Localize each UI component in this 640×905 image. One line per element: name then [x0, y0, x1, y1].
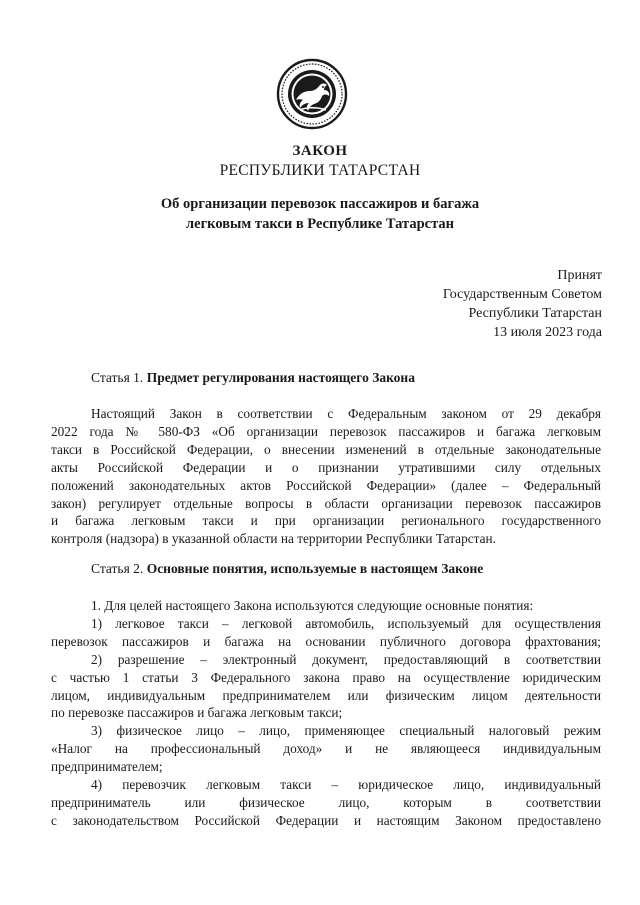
text-line: такси в Российской Федерации, о внесении изменений в отдельные законодательные	[51, 441, 601, 457]
text-line: и багажа легковым такси и при организации регионального государственного	[51, 513, 601, 529]
law-name	[0, 194, 640, 234]
adoption-line: Государственным Советом	[442, 287, 602, 302]
text-line: предпринимателем;	[51, 759, 163, 775]
text-line: акты Российской Федерации и о признании утратившими силу отдельных	[51, 459, 601, 475]
article-1-heading	[91, 370, 415, 386]
text-line: 2022 года № 580-ФЗ «Об организации перевозок пассажиров и багажа легковым	[51, 423, 601, 439]
document-subtitle: РЕСПУБЛИКИ ТАТАРСТАН	[219, 162, 421, 179]
law-name-line: легковым такси в Республике Татарстан	[186, 216, 454, 232]
text-line: перевозок пассажиров и багажа на основании публичного договора фрахтования;	[51, 633, 601, 649]
law-name-line: Об организации перевозок пассажиров и багажа	[160, 196, 480, 212]
article-1-prefix: Статья 1.	[91, 370, 144, 385]
article-2-heading	[91, 561, 483, 577]
article-1-title: Предмет регулирования настоящего Закона	[146, 370, 415, 385]
article-2-intro: 1. Для целей настоящего Закона используются следующие основные понятия:	[91, 598, 534, 613]
text-line: «Налог на профессиональный доход» и не являющееся индивидуальным	[51, 741, 601, 757]
text-line: по перевозке пассажиров и багажа легковым такси;	[51, 705, 343, 721]
article-2-prefix: Статья 2.	[91, 561, 144, 576]
text-line: контроля (надзора) в указанной области на территории Республики Татарстан.	[51, 531, 496, 547]
text-line: предприниматель или физическое лицо, которым в соответствии	[51, 794, 601, 810]
document-title: ЗАКОН	[292, 143, 348, 159]
definition-item-1: 1) легковое такси – легковой автомобиль, используемый для осуществления	[91, 615, 601, 631]
adoption-line: Принят	[557, 268, 602, 283]
definition-item-2: 2) разрешение – электронный документ, предоставляющий в соответствии	[91, 651, 601, 667]
article-2-body	[51, 597, 601, 830]
article-2-title: Основные понятия, используемые в настоящем Законе	[146, 561, 484, 576]
text-line: Настоящий Закон в соответствии с Федеральным законом от 29 декабря	[91, 406, 601, 421]
adoption-block	[443, 266, 602, 342]
article-1-paragraph	[51, 405, 601, 548]
text-line: с законодательством Российской Федерации и настоящим Законом предоставлено	[51, 812, 601, 828]
text-line: закон) регулирует отдельные вопросы в области организации перевозок пассажиров	[51, 495, 601, 511]
text-line: положений законодательных актов Российской Федерации» (далее – Федеральный	[51, 477, 601, 493]
text-line: с частью 1 статьи 3 Федерального закона право на осуществление юридическим	[51, 669, 601, 685]
text-line: лицом, индивидуальным предпринимателем или физическим лицом деятельности	[51, 687, 601, 703]
tatarstan-emblem-icon	[276, 58, 348, 130]
definition-item-4: 4) перевозчик легковым такси – юридическое лицо, индивидуальный	[91, 777, 601, 793]
adoption-date: 13 июля 2023 года	[493, 325, 602, 340]
definition-item-3: 3) физическое лицо – лицо, применяющее специальный налоговый режим	[91, 723, 601, 739]
adoption-line: Республики Татарстан	[468, 306, 602, 321]
